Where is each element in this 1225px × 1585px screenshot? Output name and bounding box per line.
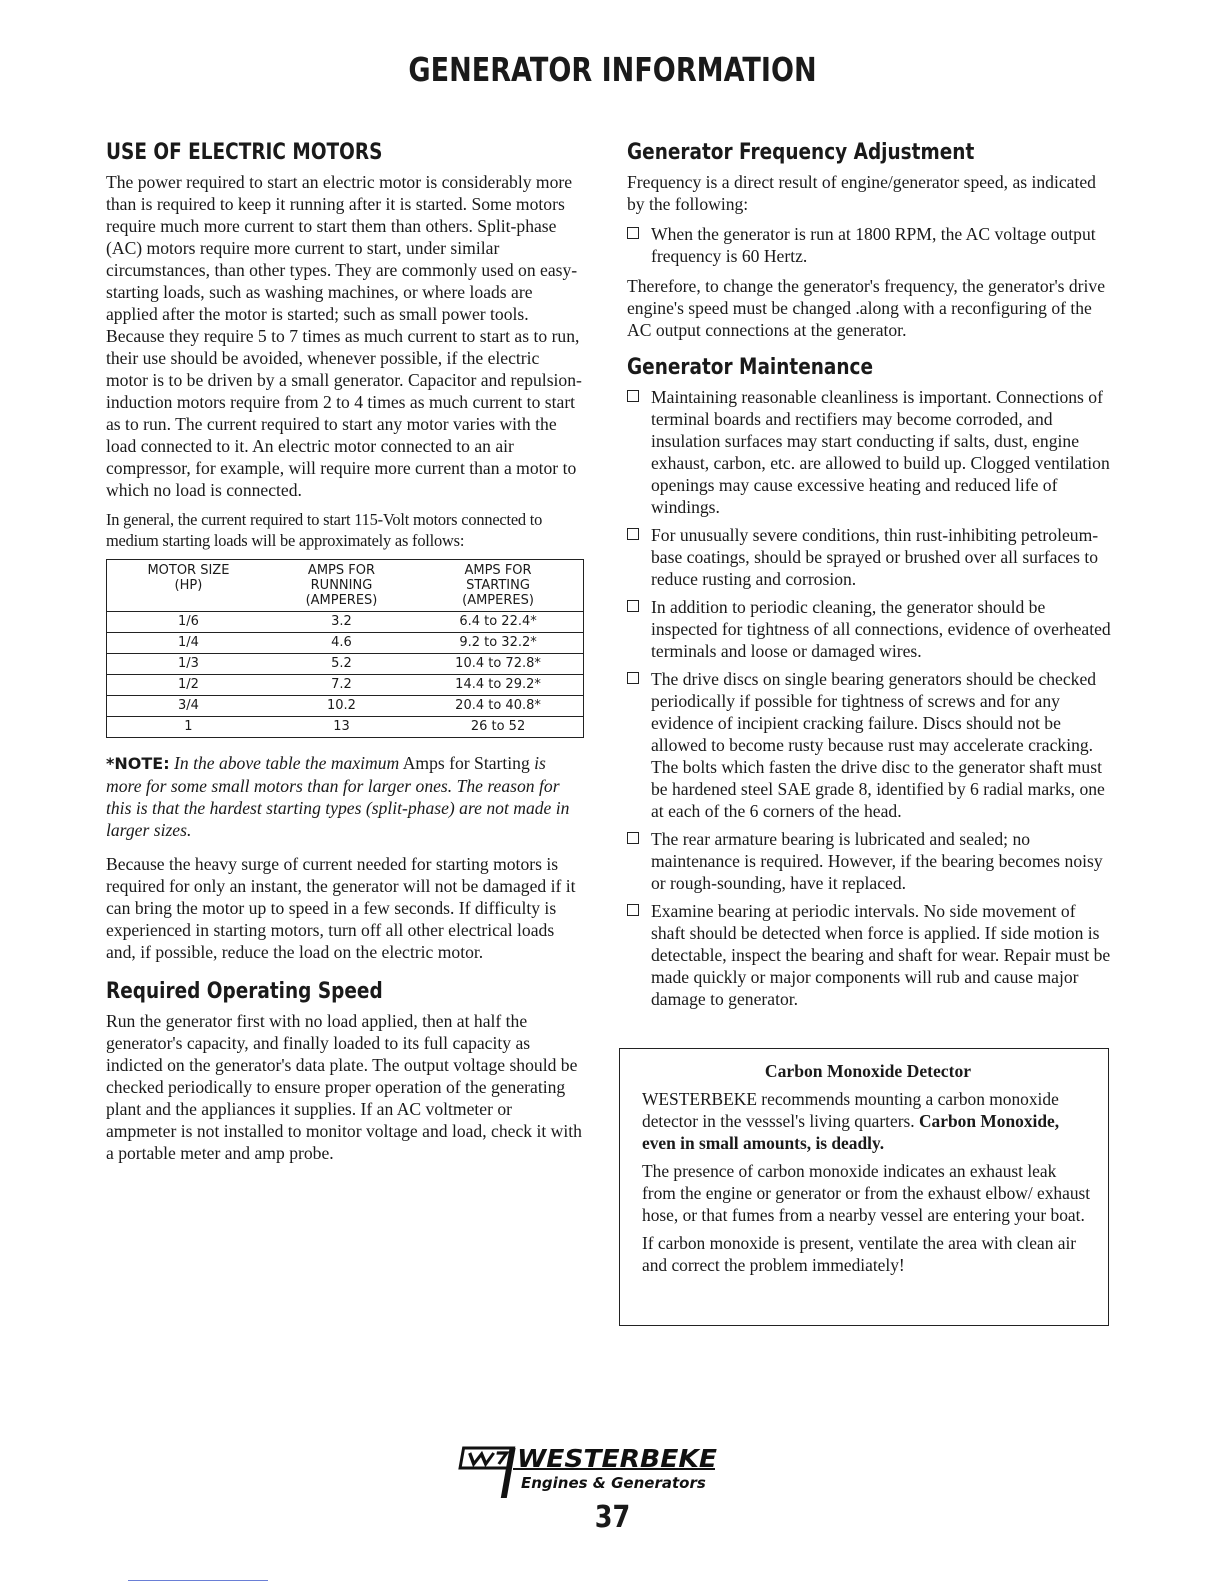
table-row — [107, 654, 584, 675]
brand-name: WESTERBEKE — [517, 1444, 717, 1473]
frequency-intro: Frequency is a direct result of engine/generator speed, as indicated by the following: — [627, 172, 1096, 214]
frequency-list — [627, 223, 1112, 267]
checkbox-icon — [627, 904, 639, 916]
checkbox-icon — [627, 390, 639, 402]
cell-amps-starting: 10.4 to 72.8* — [413, 654, 583, 675]
table-row — [107, 633, 584, 654]
list-item: The rear armature bearing is lubricated and sealed; no maintenance is required. However, if the bearing becomes noisy or rough-sounding, have it replaced. — [627, 828, 1112, 894]
co-box-paragraph-3: If carbon monoxide is present, ventilate the area with clean air and correct the problem immediately! — [642, 1233, 1077, 1275]
table-row — [107, 612, 584, 633]
cell-motor-size: 1/2 — [107, 675, 270, 696]
frequency-heading: Generator Frequency Adjustment — [627, 140, 975, 165]
maintenance-heading: Generator Maintenance — [627, 355, 874, 380]
cell-motor-size: 1/6 — [107, 612, 270, 633]
cell-amps-running: 7.2 — [270, 675, 413, 696]
list-item: When the generator is run at 1800 RPM, the AC voltage output frequency is 60 Hertz. — [627, 223, 1112, 267]
table-row — [107, 717, 584, 738]
checkbox-icon — [627, 832, 639, 844]
cell-amps-starting: 20.4 to 40.8* — [413, 696, 583, 717]
co-box-paragraph-1: WESTERBEKE recommends mounting a carbon monoxide detector in the vesssel's living quarters. Carbon Monoxide, even in small amounts, is deadly. — [642, 1089, 1060, 1153]
page-title: GENERATOR INFORMATION — [408, 50, 817, 89]
cell-motor-size: 3/4 — [107, 696, 270, 717]
electric-motors-paragraph: The power required to start an electric motor is considerably more than is required to keep it running after it is started. Some motors require much more current to start them than others. Split-phase (AC) motors require more current to start, under similar circumstances, than other types. They are commonly used on easy-starting loads, such as washing machines, or where loads are applied after the motor is started; such as small power tools. Because they require 5 to 7 times as much current to start as to run, their use should be avoided, whenever possible, if the electric motor is to be driven by a small generator. Capacitor and repulsion-induction motors require from 2 to 4 times as much current to start as to run. The current required to start any motor varies with the load connected to it. An electric motor connected to an air compressor, for example, will require more current than a motor to which no load is connected. — [106, 172, 582, 500]
note-text-a: In the above table the maximum — [174, 753, 400, 773]
right-column — [627, 140, 1112, 1018]
note-label: *NOTE: — [106, 754, 170, 773]
left-column — [106, 140, 584, 1172]
starting-current-intro: In general, the current required to start 115-Volt motors connected to medium starting loads will be approximately as follows: — [106, 510, 543, 550]
co-box-title: Carbon Monoxide Detector — [764, 1061, 972, 1081]
operating-speed-paragraph: Run the generator first with no load applied, then at half the generator's capacity, and finally loaded to its full capacity as indicted on the generator's data plate. The output voltage should be checked periodically to ensure proper operation of the generating plant and the appliances it supplies. If an AC voltmeter or ampmeter is not installed to monitor voltage and load, check it with a portable meter and amp probe. — [106, 1011, 582, 1163]
cell-amps-starting: 6.4 to 22.4* — [413, 612, 583, 633]
note-text-b: Amps for Starting — [402, 753, 530, 773]
cell-amps-starting: 9.2 to 32.2* — [413, 633, 583, 654]
motor-current-table — [106, 559, 584, 738]
cell-amps-running: 13 — [333, 719, 350, 734]
cell-amps-starting: 14.4 to 29.2* — [413, 675, 583, 696]
operating-speed-heading: Required Operating Speed — [106, 979, 383, 1004]
cell-amps-running: 4.6 — [270, 633, 413, 654]
brand-tagline: Engines & Generators — [521, 1474, 706, 1492]
co-warning: Carbon Monoxide, even in small amounts, is deadly. — [642, 1111, 1060, 1153]
list-item: For unusually severe conditions, thin rust-inhibiting petroleum-base coatings, should be sprayed or brushed over all surfaces to reduce rusting and corrosion. — [627, 524, 1112, 590]
header-amps-starting: AMPS FOR STARTING (AMPERES) — [413, 560, 583, 612]
cell-amps-running: 5.2 — [270, 654, 413, 675]
list-item: Examine bearing at periodic intervals. No side movement of shaft should be detected when force is applied. If side motion is detectable, inspect the bearing and shaft for wear. Repair must be made quickly or major components will rub and cause major damage to generator. — [627, 900, 1112, 1010]
checkbox-icon — [627, 672, 639, 684]
cell-amps-running: 3.2 — [270, 612, 413, 633]
cell-motor-size: 1/3 — [107, 654, 270, 675]
frequency-outro: Therefore, to change the generator's frequency, the generator's drive engine's speed must be changed .along with a reconfiguring of the AC output connections at the generator. — [627, 276, 1106, 340]
cell-amps-starting: 26 to 52 — [470, 719, 526, 734]
list-item: Maintaining reasonable cleanliness is important. Connections of terminal boards and rectifiers may become corroded, and insulation surfaces may start conducting if salts, dust, engine exhaust, carbon, etc. are allowed to build up. Clogged ventilation openings may cause excessive heating and reduced life of windings. — [627, 386, 1112, 518]
co-box-paragraph-2: The presence of carbon monoxide indicates an exhaust leak from the engine or generator or from the exhaust elbow/ exhaust hose, or that fumes from a nearby vessel are entering your boat. — [642, 1161, 1091, 1225]
cell-amps-running: 10.2 — [270, 696, 413, 717]
westerbeke-logo — [453, 1440, 723, 1500]
list-item: The drive discs on single bearing generators should be checked periodically if possible for tightness of screws and for any evidence of incipient cracking failure. Discs should not be allowed to become rusty because rust may accelerate cracking. The bolts which fasten the drive disc to the generator shaft must be hardened steel SAE grade 8, identified by 6 radial marks, one at each of the 6 corners of the head. — [627, 668, 1112, 822]
table-row — [107, 675, 584, 696]
cell-motor-size: 1/4 — [107, 633, 270, 654]
table-header-row — [107, 560, 584, 612]
list-item: In addition to periodic cleaning, the generator should be inspected for tightness of all connections, evidence of overheated terminals and loose or damaged wires. — [627, 596, 1112, 662]
table-note — [106, 752, 584, 841]
checkbox-icon — [627, 600, 639, 612]
electric-motors-heading: USE OF ELECTRIC MOTORS — [106, 140, 383, 165]
page-number: 37 — [594, 1500, 631, 1535]
footer-rule — [128, 1580, 268, 1581]
header-amps-running: AMPS FOR RUNNING (AMPERES) — [270, 560, 413, 612]
cell-motor-size: 1 — [184, 719, 193, 734]
carbon-monoxide-box — [619, 1048, 1109, 1326]
maintenance-list — [627, 386, 1112, 1010]
motor-surge-paragraph: Because the heavy surge of current needed for starting motors is required for only an instant, the generator will not be damaged if it can bring the motor up to speed in a few seconds. If difficulty is experienced in starting motors, turn off all other electrical loads and, if possible, reduce the load on the electric motor. — [106, 854, 576, 962]
westerbeke-logo-icon — [453, 1440, 723, 1500]
table-row — [107, 696, 584, 717]
note-text-c: is more for some small motors than for larger ones. The reason for this is that the hardest starting types (split-phase) are not made in larger sizes. — [106, 753, 570, 840]
checkbox-icon — [627, 528, 639, 540]
checkbox-icon — [627, 227, 639, 239]
header-motor-size: MOTOR SIZE (HP) — [107, 560, 270, 612]
